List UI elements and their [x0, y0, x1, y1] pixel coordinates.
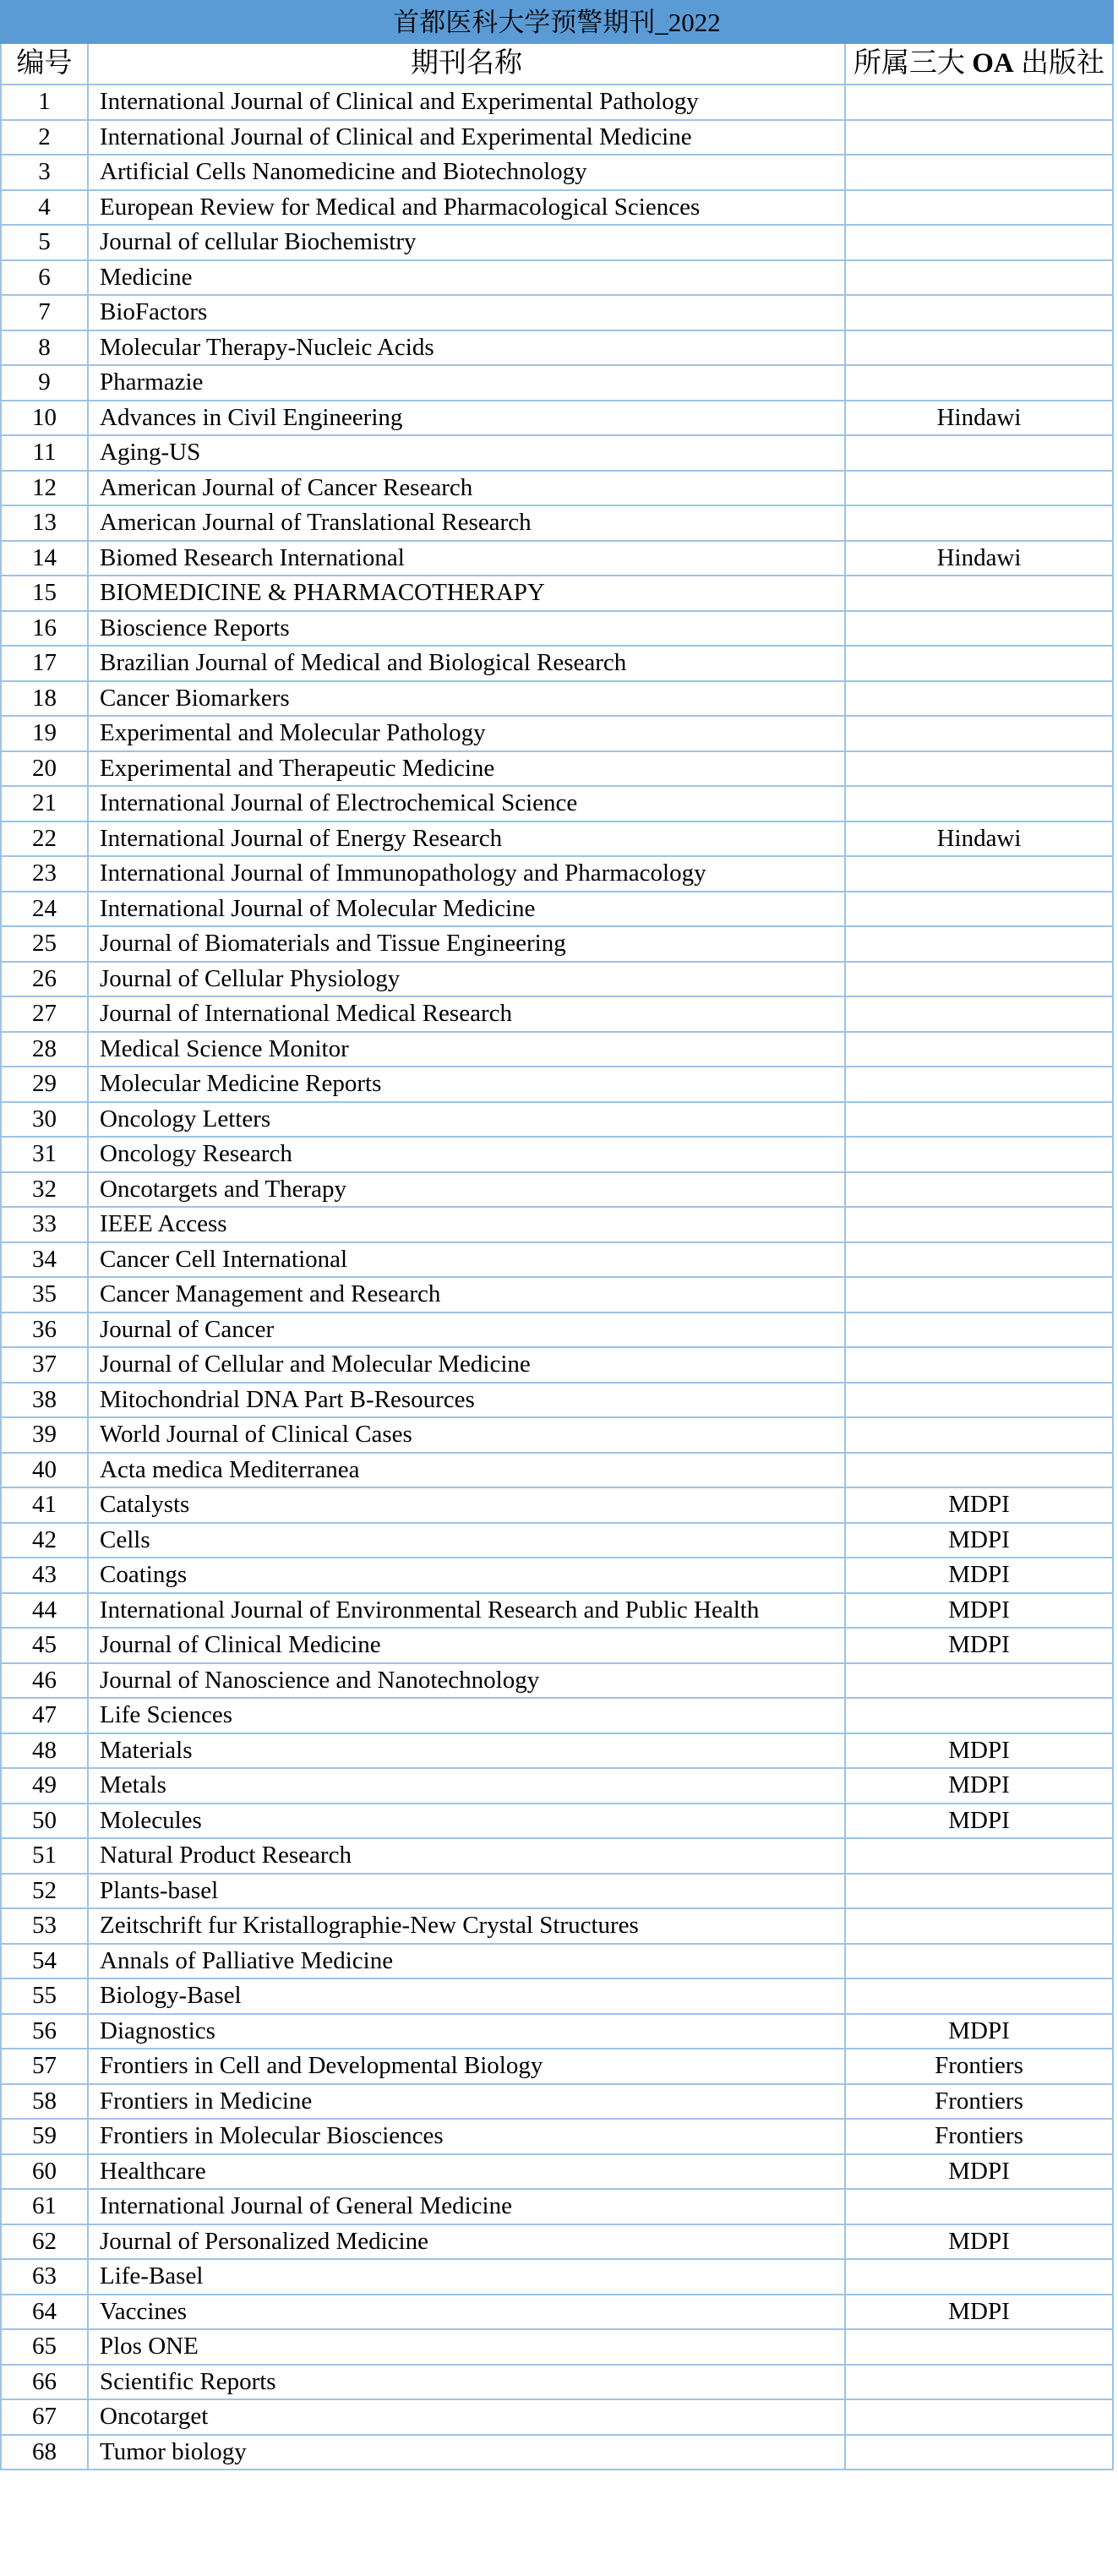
publisher-cell — [845, 85, 1113, 120]
row-number-cell: 53 — [1, 1908, 88, 1944]
row-number-cell: 40 — [1, 1453, 88, 1488]
journal-name-cell: Molecules — [88, 1804, 845, 1839]
journal-name-cell: Plants-basel — [88, 1874, 845, 1909]
table-row — [1, 1277, 1113, 1313]
journal-name-cell: European Review for Medical and Pharmacological Sciences — [88, 190, 845, 226]
journal-name-cell: Journal of Cellular Physiology — [88, 962, 845, 997]
journal-name-cell: Artificial Cells Nanomedicine and Biotechnology — [88, 155, 845, 190]
publisher-cell — [845, 751, 1113, 787]
row-number-cell: 65 — [1, 2329, 88, 2365]
row-number-cell: 33 — [1, 1207, 88, 1242]
journal-name-cell: Frontiers in Molecular Biosciences — [88, 2119, 845, 2154]
journal-name-cell: Oncology Research — [88, 1137, 845, 1172]
table-row — [1, 996, 1113, 1032]
journal-name-cell: Cancer Biomarkers — [88, 681, 845, 717]
row-number-cell: 36 — [1, 1313, 88, 1348]
journal-name-cell: Zeitschrift fur Kristallographie-New Crystal Structures — [88, 1908, 845, 1944]
publisher-cell — [845, 1908, 1113, 1944]
row-number-cell: 41 — [1, 1487, 88, 1523]
publisher-cell — [845, 1207, 1113, 1242]
row-number-cell: 22 — [1, 821, 88, 857]
table-row — [1, 786, 1113, 821]
publisher-cell — [845, 1874, 1113, 1909]
table-row — [1, 295, 1113, 330]
row-number-cell: 45 — [1, 1628, 88, 1663]
journal-name-cell: Annals of Palliative Medicine — [88, 1944, 845, 1979]
row-number-cell: 17 — [1, 646, 88, 681]
table-row — [1, 1383, 1113, 1418]
table-row — [1, 681, 1113, 717]
table-row — [1, 2154, 1113, 2190]
publisher-cell: MDPI — [845, 1628, 1113, 1663]
publisher-cell — [845, 155, 1113, 190]
table-row — [1, 2329, 1113, 2365]
publisher-cell — [845, 120, 1113, 156]
journal-name-cell: Frontiers in Medicine — [88, 2084, 845, 2120]
journal-name-cell: American Journal of Cancer Research — [88, 471, 845, 506]
row-number-cell: 68 — [1, 2435, 88, 2470]
publisher-cell — [845, 1277, 1113, 1313]
table-row — [1, 1944, 1113, 1979]
publisher-cell — [845, 2189, 1113, 2224]
table-row — [1, 1242, 1113, 1278]
table-row — [1, 2084, 1113, 2120]
table-row — [1, 1172, 1113, 1208]
row-number-cell: 37 — [1, 1347, 88, 1383]
journal-name-cell: International Journal of Immunopathology and Pharmacology — [88, 856, 845, 892]
table-row — [1, 401, 1113, 436]
journal-name-cell: Medicine — [88, 260, 845, 296]
table-body — [1, 85, 1113, 2470]
publisher-cell: MDPI — [845, 1733, 1113, 1769]
publisher-cell — [845, 1698, 1113, 1733]
table-row — [1, 2049, 1113, 2084]
row-number-cell: 39 — [1, 1417, 88, 1453]
table-row — [1, 190, 1113, 226]
table-row — [1, 856, 1113, 892]
table-row — [1, 1698, 1113, 1733]
row-number-cell: 50 — [1, 1804, 88, 1839]
journal-name-cell: Molecular Medicine Reports — [88, 1067, 845, 1102]
publisher-cell: MDPI — [845, 1768, 1113, 1804]
journal-name-cell: Journal of Cancer — [88, 1313, 845, 1348]
journal-name-cell: Healthcare — [88, 2154, 845, 2190]
journal-name-cell: Natural Product Research — [88, 1838, 845, 1874]
header-oa-publisher — [845, 43, 1113, 85]
row-number-cell: 18 — [1, 681, 88, 717]
publisher-cell — [845, 190, 1113, 226]
row-number-cell: 59 — [1, 2119, 88, 2154]
row-number-cell: 9 — [1, 365, 88, 401]
table-row — [1, 1908, 1113, 1944]
publisher-cell: MDPI — [845, 2014, 1113, 2049]
publisher-cell — [845, 1102, 1113, 1138]
row-number-cell: 60 — [1, 2154, 88, 2190]
table-header-row — [1, 43, 1113, 85]
row-number-cell: 30 — [1, 1102, 88, 1138]
publisher-cell — [845, 1978, 1113, 2014]
publisher-cell: MDPI — [845, 1487, 1113, 1523]
journal-name-cell: Life-Basel — [88, 2259, 845, 2295]
header-number: 编号 — [1, 43, 88, 85]
publisher-cell — [845, 716, 1113, 751]
publisher-cell — [845, 1313, 1113, 1348]
publisher-cell: MDPI — [845, 1804, 1113, 1839]
journal-name-cell: BioFactors — [88, 295, 845, 330]
table-row — [1, 2014, 1113, 2049]
journal-name-cell: International Journal of Environmental Research and Public Health — [88, 1593, 845, 1629]
publisher-cell — [845, 996, 1113, 1032]
publisher-cell — [845, 1453, 1113, 1488]
journal-name-cell: International Journal of Clinical and Experimental Medicine — [88, 120, 845, 156]
row-number-cell: 49 — [1, 1768, 88, 1804]
journal-name-cell: Cells — [88, 1523, 845, 1558]
row-number-cell: 31 — [1, 1137, 88, 1172]
row-number-cell: 47 — [1, 1698, 88, 1733]
journal-name-cell: International Journal of Energy Research — [88, 821, 845, 857]
row-number-cell: 35 — [1, 1277, 88, 1313]
table-row — [1, 1487, 1113, 1523]
row-number-cell: 23 — [1, 856, 88, 892]
table-row — [1, 435, 1113, 471]
row-number-cell: 20 — [1, 751, 88, 787]
journal-name-cell: Journal of International Medical Research — [88, 996, 845, 1032]
table-row — [1, 1207, 1113, 1242]
journal-name-cell: Bioscience Reports — [88, 611, 845, 647]
journal-name-cell: Journal of Cellular and Molecular Medicine — [88, 1347, 845, 1383]
publisher-cell — [845, 1383, 1113, 1418]
publisher-cell — [845, 2435, 1113, 2470]
journal-name-cell: Molecular Therapy-Nucleic Acids — [88, 330, 845, 366]
row-number-cell: 46 — [1, 1663, 88, 1699]
publisher-cell — [845, 1347, 1113, 1383]
publisher-cell: MDPI — [845, 2295, 1113, 2330]
table-row — [1, 1067, 1113, 1102]
publisher-cell — [845, 1032, 1113, 1067]
journal-name-cell: Journal of cellular Biochemistry — [88, 225, 845, 260]
publisher-cell — [845, 2399, 1113, 2435]
row-number-cell: 56 — [1, 2014, 88, 2049]
table-row — [1, 260, 1113, 296]
table-row — [1, 821, 1113, 857]
table-row — [1, 1733, 1113, 1769]
publisher-cell — [845, 435, 1113, 471]
publisher-cell: Frontiers — [845, 2119, 1113, 2154]
publisher-cell: MDPI — [845, 1593, 1113, 1629]
table-row — [1, 611, 1113, 647]
table-row — [1, 2295, 1113, 2330]
publisher-cell: Frontiers — [845, 2084, 1113, 2120]
row-number-cell: 52 — [1, 1874, 88, 1909]
journal-name-cell: Frontiers in Cell and Developmental Biology — [88, 2049, 845, 2084]
row-number-cell: 44 — [1, 1593, 88, 1629]
table-row — [1, 1663, 1113, 1699]
publisher-cell — [845, 330, 1113, 366]
table-row — [1, 1032, 1113, 1067]
publisher-cell — [845, 576, 1113, 611]
journal-name-cell: International Journal of Clinical and Experimental Pathology — [88, 85, 845, 120]
publisher-cell — [845, 1838, 1113, 1874]
table-row — [1, 225, 1113, 260]
publisher-cell — [845, 2329, 1113, 2365]
publisher-cell — [845, 505, 1113, 541]
row-number-cell: 64 — [1, 2295, 88, 2330]
table-row — [1, 576, 1113, 611]
publisher-cell — [845, 1417, 1113, 1453]
publisher-cell — [845, 926, 1113, 962]
table-row — [1, 1874, 1113, 1909]
header-oa-publisher-label: 所属三大 OA 出版社 — [853, 48, 1104, 79]
table-title-row — [1, 1, 1113, 43]
table-row — [1, 2189, 1113, 2224]
publisher-cell — [845, 471, 1113, 506]
table-row — [1, 1558, 1113, 1593]
row-number-cell: 57 — [1, 2049, 88, 2084]
publisher-cell — [845, 1242, 1113, 1278]
journal-name-cell: Experimental and Therapeutic Medicine — [88, 751, 845, 787]
row-number-cell: 16 — [1, 611, 88, 647]
journal-name-cell: Diagnostics — [88, 2014, 845, 2049]
row-number-cell: 2 — [1, 120, 88, 156]
journal-name-cell: Journal of Personalized Medicine — [88, 2224, 845, 2260]
table-row — [1, 2365, 1113, 2400]
table-row — [1, 1978, 1113, 2014]
table-row — [1, 1593, 1113, 1629]
table-row — [1, 2224, 1113, 2260]
table-row — [1, 646, 1113, 681]
table-row — [1, 85, 1113, 120]
table-title: 首都医科大学预警期刊_2022 — [1, 1, 1113, 43]
journal-name-cell: Journal of Biomaterials and Tissue Engineering — [88, 926, 845, 962]
row-number-cell: 28 — [1, 1032, 88, 1067]
publisher-cell: Hindawi — [845, 401, 1113, 436]
row-number-cell: 6 — [1, 260, 88, 296]
journal-name-cell: Scientific Reports — [88, 2365, 845, 2400]
journal-name-cell: Experimental and Molecular Pathology — [88, 716, 845, 751]
journal-name-cell: Vaccines — [88, 2295, 845, 2330]
row-number-cell: 38 — [1, 1383, 88, 1418]
table-row — [1, 1137, 1113, 1172]
journal-name-cell: Materials — [88, 1733, 845, 1769]
row-number-cell: 4 — [1, 190, 88, 226]
publisher-cell: Hindawi — [845, 821, 1113, 857]
journal-name-cell: Metals — [88, 1768, 845, 1804]
row-number-cell: 21 — [1, 786, 88, 821]
journal-name-cell: Journal of Nanoscience and Nanotechnology — [88, 1663, 845, 1699]
journal-name-cell: Plos ONE — [88, 2329, 845, 2365]
row-number-cell: 63 — [1, 2259, 88, 2295]
row-number-cell: 10 — [1, 401, 88, 436]
row-number-cell: 25 — [1, 926, 88, 962]
header-journal-name: 期刊名称 — [88, 43, 845, 85]
publisher-cell — [845, 646, 1113, 681]
journal-name-cell: Brazilian Journal of Medical and Biological Research — [88, 646, 845, 681]
table-row — [1, 505, 1113, 541]
row-number-cell: 12 — [1, 471, 88, 506]
row-number-cell: 5 — [1, 225, 88, 260]
row-number-cell: 48 — [1, 1733, 88, 1769]
table-row — [1, 1838, 1113, 1874]
publisher-cell — [845, 2365, 1113, 2400]
table-row — [1, 155, 1113, 190]
publisher-cell — [845, 962, 1113, 997]
journal-name-cell: Oncology Letters — [88, 1102, 845, 1138]
row-number-cell: 54 — [1, 1944, 88, 1979]
row-number-cell: 26 — [1, 962, 88, 997]
row-number-cell: 7 — [1, 295, 88, 330]
table-row — [1, 1453, 1113, 1488]
journal-name-cell: Tumor biology — [88, 2435, 845, 2470]
table-row — [1, 1628, 1113, 1663]
table-row — [1, 1313, 1113, 1348]
publisher-cell — [845, 365, 1113, 401]
publisher-cell — [845, 295, 1113, 330]
publisher-cell — [845, 1067, 1113, 1102]
row-number-cell: 11 — [1, 435, 88, 471]
publisher-cell: Frontiers — [845, 2049, 1113, 2084]
journal-name-cell: Coatings — [88, 1558, 845, 1593]
journal-name-cell: IEEE Access — [88, 1207, 845, 1242]
table-row — [1, 2259, 1113, 2295]
row-number-cell: 8 — [1, 330, 88, 366]
table-row — [1, 1804, 1113, 1839]
table-row — [1, 892, 1113, 927]
table-row — [1, 471, 1113, 506]
row-number-cell: 14 — [1, 541, 88, 576]
journal-name-cell: Medical Science Monitor — [88, 1032, 845, 1067]
row-number-cell: 27 — [1, 996, 88, 1032]
journal-name-cell: American Journal of Translational Research — [88, 505, 845, 541]
journal-name-cell: Biomed Research International — [88, 541, 845, 576]
journal-name-cell: International Journal of Electrochemical Science — [88, 786, 845, 821]
row-number-cell: 61 — [1, 2189, 88, 2224]
row-number-cell: 24 — [1, 892, 88, 927]
publisher-cell: MDPI — [845, 1558, 1113, 1593]
table-row — [1, 926, 1113, 962]
publisher-cell: Hindawi — [845, 541, 1113, 576]
table-row — [1, 1768, 1113, 1804]
journal-name-cell: BIOMEDICINE & PHARMACOTHERAPY — [88, 576, 845, 611]
publisher-cell: MDPI — [845, 2224, 1113, 2260]
publisher-cell: MDPI — [845, 2154, 1113, 2190]
table-row — [1, 1417, 1113, 1453]
journal-name-cell: Pharmazie — [88, 365, 845, 401]
publisher-cell — [845, 856, 1113, 892]
journal-name-cell: Mitochondrial DNA Part B-Resources — [88, 1383, 845, 1418]
publisher-cell — [845, 1137, 1113, 1172]
row-number-cell: 62 — [1, 2224, 88, 2260]
row-number-cell: 67 — [1, 2399, 88, 2435]
publisher-cell — [845, 1172, 1113, 1208]
row-number-cell: 42 — [1, 1523, 88, 1558]
table-row — [1, 716, 1113, 751]
row-number-cell: 58 — [1, 2084, 88, 2120]
journal-name-cell: Journal of Clinical Medicine — [88, 1628, 845, 1663]
table-row — [1, 2399, 1113, 2435]
table-row — [1, 365, 1113, 401]
table-row — [1, 541, 1113, 576]
row-number-cell: 32 — [1, 1172, 88, 1208]
table-row — [1, 330, 1113, 366]
journal-name-cell: Cancer Cell International — [88, 1242, 845, 1278]
journal-name-cell: International Journal of General Medicine — [88, 2189, 845, 2224]
row-number-cell: 13 — [1, 505, 88, 541]
journal-name-cell: Oncotargets and Therapy — [88, 1172, 845, 1208]
journal-name-cell: International Journal of Molecular Medicine — [88, 892, 845, 927]
publisher-cell — [845, 611, 1113, 647]
journal-name-cell: Advances in Civil Engineering — [88, 401, 845, 436]
row-number-cell: 1 — [1, 85, 88, 120]
row-number-cell: 51 — [1, 1838, 88, 1874]
row-number-cell: 29 — [1, 1067, 88, 1102]
journal-name-cell: Oncotarget — [88, 2399, 845, 2435]
publisher-cell — [845, 260, 1113, 296]
table-row — [1, 962, 1113, 997]
journal-name-cell: World Journal of Clinical Cases — [88, 1417, 845, 1453]
row-number-cell: 55 — [1, 1978, 88, 2014]
publisher-cell — [845, 892, 1113, 927]
table-row — [1, 120, 1113, 156]
table-row — [1, 2119, 1113, 2154]
journal-name-cell: Aging-US — [88, 435, 845, 471]
row-number-cell: 3 — [1, 155, 88, 190]
table-row — [1, 1523, 1113, 1558]
journal-name-cell: Catalysts — [88, 1487, 845, 1523]
journal-name-cell: Acta medica Mediterranea — [88, 1453, 845, 1488]
publisher-cell — [845, 681, 1113, 717]
publisher-cell — [845, 225, 1113, 260]
journal-name-cell: Life Sciences — [88, 1698, 845, 1733]
table-row — [1, 1347, 1113, 1383]
publisher-cell — [845, 1944, 1113, 1979]
publisher-cell — [845, 786, 1113, 821]
row-number-cell: 43 — [1, 1558, 88, 1593]
row-number-cell: 34 — [1, 1242, 88, 1278]
publisher-cell — [845, 1663, 1113, 1699]
row-number-cell: 66 — [1, 2365, 88, 2400]
row-number-cell: 15 — [1, 576, 88, 611]
publisher-cell: MDPI — [845, 1523, 1113, 1558]
table-row — [1, 2435, 1113, 2470]
table-row — [1, 1102, 1113, 1138]
row-number-cell: 19 — [1, 716, 88, 751]
journal-name-cell: Cancer Management and Research — [88, 1277, 845, 1313]
publisher-cell — [845, 2259, 1113, 2295]
table-row — [1, 751, 1113, 787]
journal-name-cell: Biology-Basel — [88, 1978, 845, 2014]
